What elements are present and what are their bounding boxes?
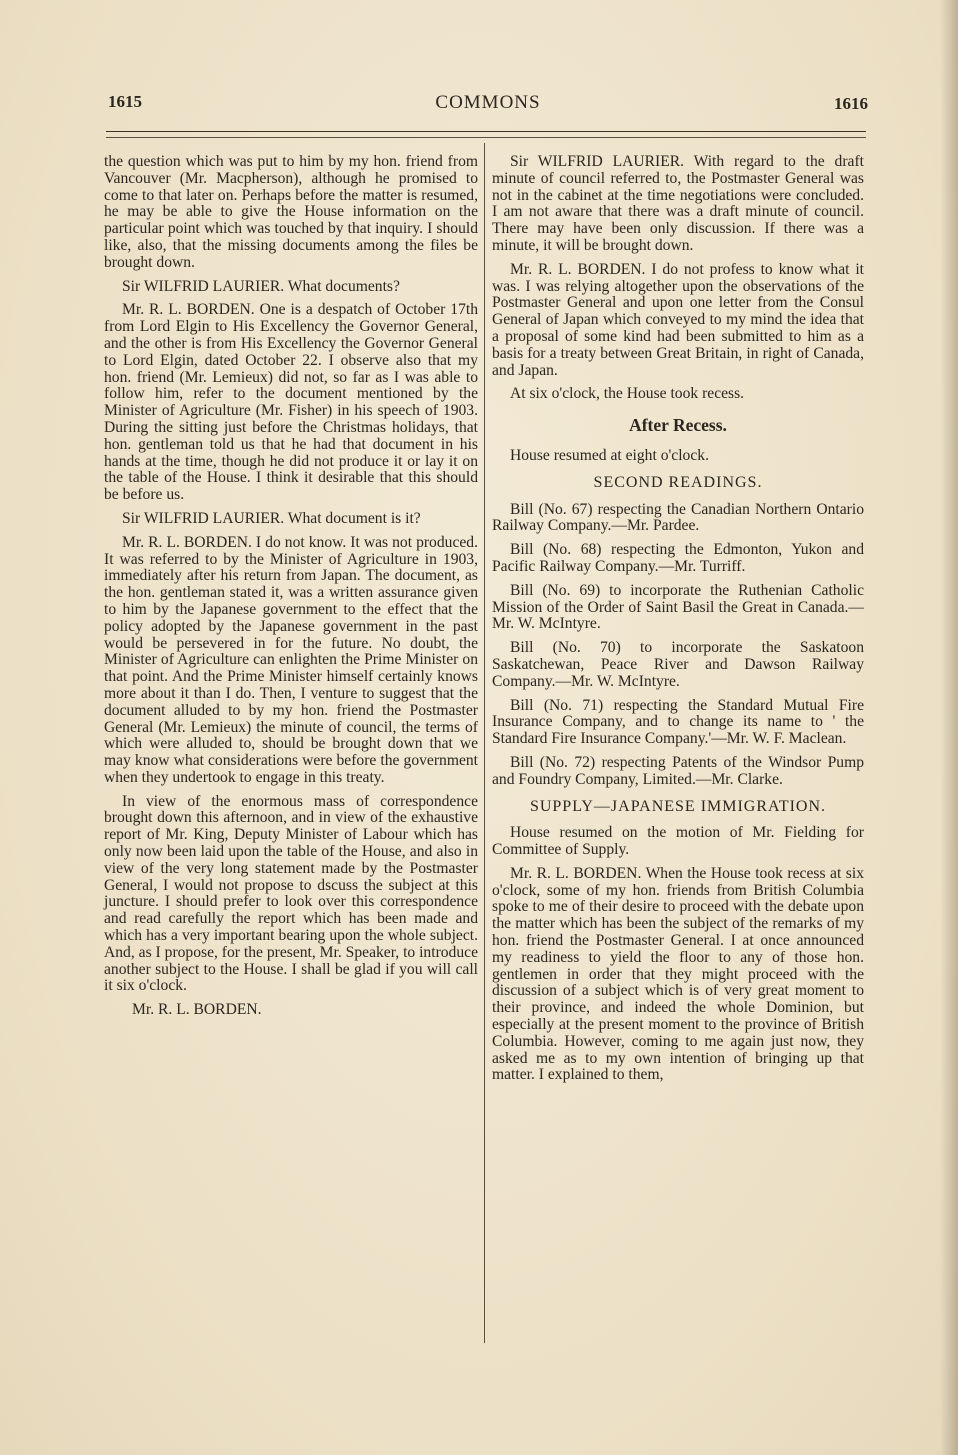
paragraph: Bill (No. 69) to incorporate the Ruthenian Catholic Mission of the Order of Saint Basil the Great in Canada.—Mr. W. McIntyre. bbox=[492, 581, 864, 633]
left-column bbox=[104, 154, 478, 1026]
right-column bbox=[492, 154, 864, 1091]
paragraph: In view of the enormous mass of correspondence brought down this afternoon, and in view of the exhaustive report of Mr. King, Deputy Minister of Labour which has only now been laid upon the table of the House, and also in view of the very long statement made by the Postmaster General, I would not propose to dscuss the subject at this juncture. I should prefer to look over this correspondence and read carefully the report which has been made and which has a very important bearing upon the whole subject. And, as I propose, for the present, Mr. Speaker, to introduce another subject to the House. I shall be glad if you will call it six o'clock. bbox=[104, 792, 478, 995]
paragraph: Mr. R. L. BORDEN. I do not know. It was not produced. It was referred to by the Minister of Agriculture in 1903, immediately after his return from Japan. The document, as the hon. gentleman stated it, was a written assurance given to him by the Japanese government to the effect that the policy adopted by the Japanese government in the past would be persevered in for the future. No doubt, the Minister of Agriculture can enlighten the Prime Minister on that point. And the Prime Minister himself certainly knows more about it than I do. Then, I venture to suggest that the document alluded to by my hon. friend the Postmaster General (Mr. Lemieux) the minute of council, the terms of which were alluded to, should be brought down that we may know what considerations were before the government when they undertook to engage in this treaty. bbox=[104, 533, 478, 786]
section-heading: After Recess. bbox=[629, 415, 727, 436]
header-rule-secondary bbox=[106, 137, 866, 138]
paragraph: Sir WILFRID LAURIER. With regard to the draft minute of council referred to, the Postmaster General was not in the cabinet at the time negotiations were concluded. I am not aware that there was a draft minute of council. There may have been only discussion. If there was a minute, it will be brought down. bbox=[492, 153, 864, 254]
paragraph: Bill (No. 67) respecting the Canadian Northern Ontario Railway Company.—Mr. Pardee. bbox=[492, 500, 864, 535]
paragraph: Bill (No. 71) respecting the Standard Mutual Fire Insurance Company, and to change its name to ' the Standard Fire Insurance Company.'—Mr. W. F. Maclean. bbox=[492, 696, 864, 748]
paragraph: Mr. R. L. BORDEN. I do not profess to know what it was. I was relying altogether upon the observations of the Postmaster General and upon one letter from the Consul General of Japan which conveyed to my mind the idea that a proposal of some kind had been submitted to him as a basis for a treaty between Great Britain, in right of Canada, and Japan. bbox=[492, 260, 864, 379]
running-title: COMMONS bbox=[435, 92, 541, 113]
section-heading: SECOND READINGS. bbox=[593, 473, 763, 491]
paragraph: Mr. R. L. BORDEN. When the House took recess at six o'clock, some of my hon. friends from British Columbia spoke to me of their desire to proceed with the debate upon the matter which has been the subject of the remarks of my hon. friend the Postmaster General. I at once announced my readiness to yield the floor to any of those hon. gentlemen in order that they might proceed with the discussion of a subject which is of very great moment to their province, and indeed the whole Dominion, but especially at the present moment to the province of British Columbia. However, coming to me again just now, they asked me as to my own intention of bringing up that matter. I explained to them, bbox=[492, 864, 864, 1084]
section-heading: SUPPLY—JAPANESE IMMIGRATION. bbox=[529, 797, 827, 815]
column-divider bbox=[484, 143, 485, 1343]
header-rule bbox=[106, 131, 866, 132]
paragraph: Bill (No. 70) to incorporate the Saskatoon Saskatchewan, Peace River and Dawson Railway Company.—Mr. W. McIntyre. bbox=[492, 639, 864, 690]
paragraph: Bill (No. 72) respecting Patents of the Windsor Pump and Foundry Company, Limited.—Mr. Clarke. bbox=[492, 753, 864, 788]
page-edge-shadow bbox=[940, 0, 958, 1455]
paragraph: Sir WILFRID LAURIER. What document is it? bbox=[122, 509, 421, 527]
paragraph: Sir WILFRID LAURIER. What documents? bbox=[122, 277, 400, 295]
paragraph: Mr. R. L. BORDEN. One is a despatch of October 17th from Lord Elgin to His Excellency the Governor General, and the other is from His Excellency the Governor General to Lord Elgin, dated October 22. I observe also that my hon. friend (Mr. Lemieux) did not, so far as I was able to follow him, refer to the document mentioned by the Minister of Agriculture (Mr. Fisher) in his speech of 1903. During the sitting just before the Christmas holidays, that hon. gentleman told us that he had that document in his hands at the time, though he did not produce it or lay it on the table of the House. I think it desirable that this should be before us. bbox=[104, 301, 478, 504]
paragraph: House resumed on the motion of Mr. Fielding for Committee of Supply. bbox=[492, 824, 864, 859]
paragraph: House resumed at eight o'clock. bbox=[510, 446, 709, 464]
speaker-line: Mr. R. L. BORDEN. bbox=[132, 1001, 262, 1019]
paragraph: At six o'clock, the House took recess. bbox=[510, 385, 745, 403]
page-header bbox=[108, 92, 868, 122]
page-number-right: 1616 bbox=[834, 94, 868, 113]
paragraph: the question which was put to him by my hon. friend from Vancouver (Mr. Macpherson), although he promised to come to that later on. Perhaps before the matter is resumed, he may be able to give the House information on the particular point which was touched by that inquiry. I should like, also, that the missing documents among the files be brought down. bbox=[104, 153, 478, 271]
paragraph: Bill (No. 68) respecting the Edmonton, Yukon and Pacific Railway Company.—Mr. Turriff. bbox=[492, 541, 864, 575]
page-number-left: 1615 bbox=[108, 92, 142, 111]
